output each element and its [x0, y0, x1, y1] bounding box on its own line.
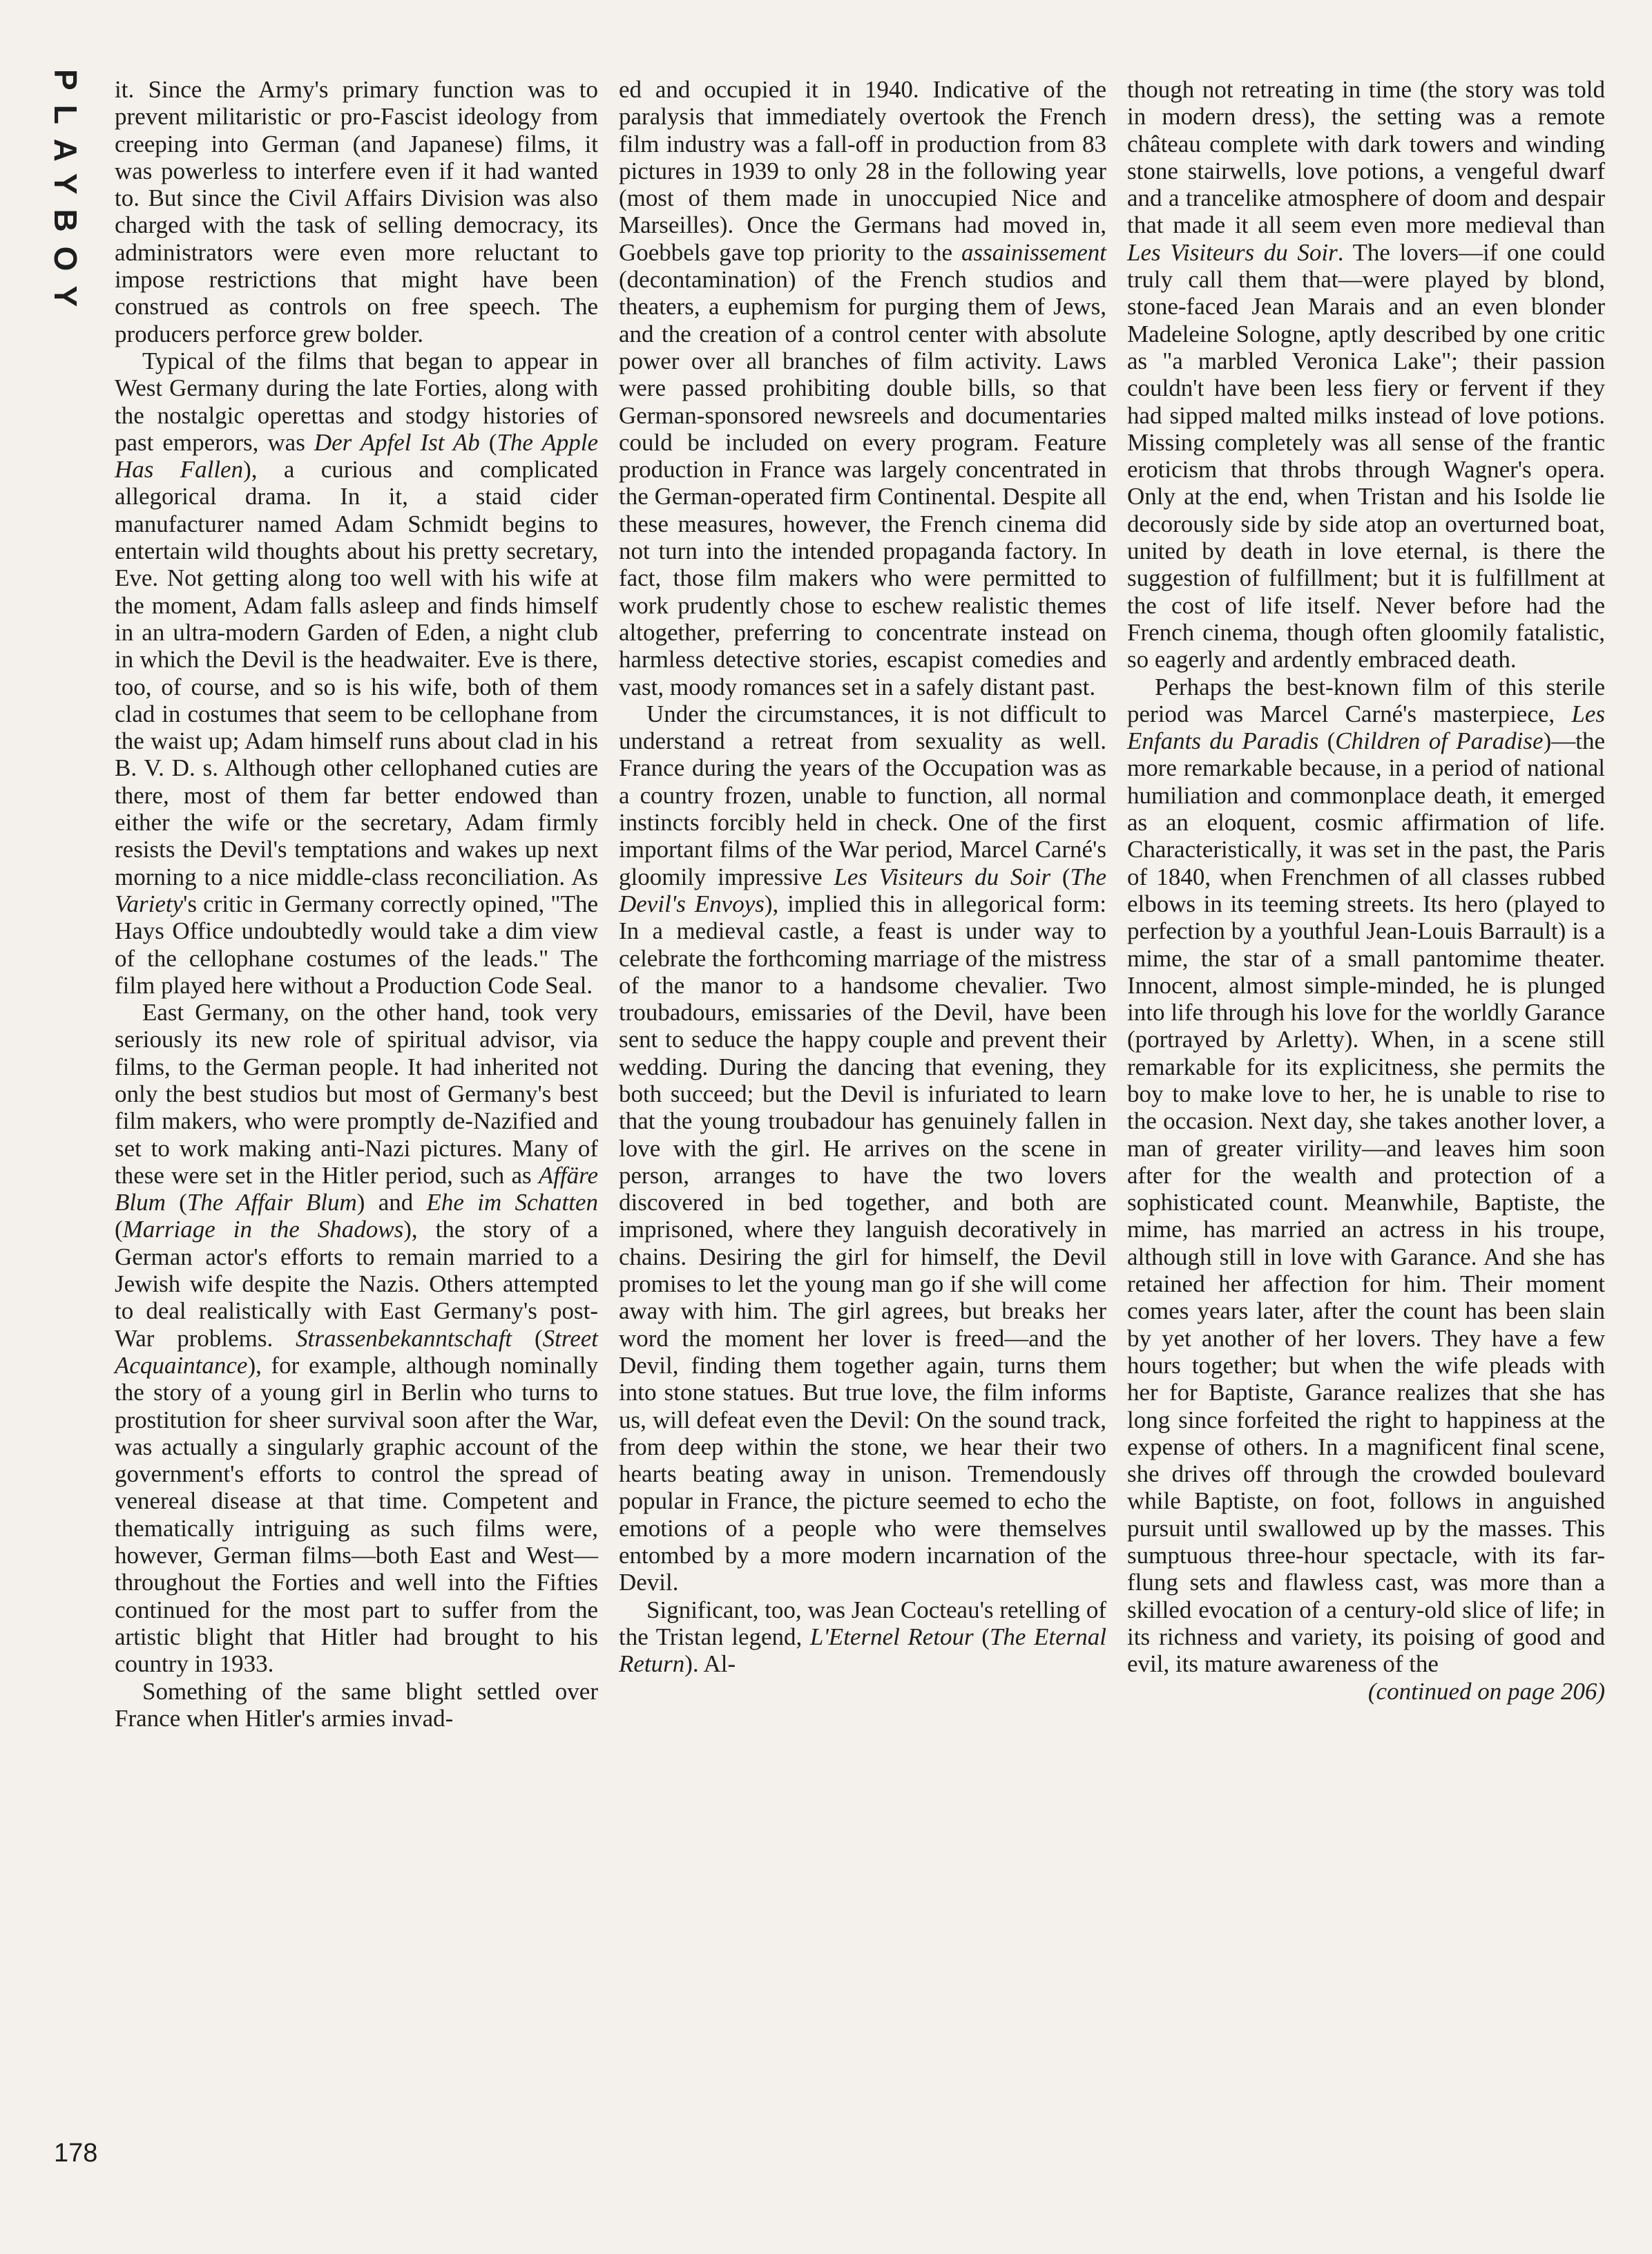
paragraph: Under the circumstances, it is not difficult to understand a retreat from sexuality as well. France during the years of the Occupation was as a country frozen, unable to function, all normal instincts forcibly held in check. One of the first important films of the War period, Marcel Carné's gloomily impressive Les Visiteurs du Soir (The Devil's Envoys), implied this in allegorical form: In a medieval castle, a feast is under way to celebrate the forthcoming marriage of the mistress of the manor to a handsome chevalier. Two troubadours, emissaries of the Devil, have been sent to seduce the happy couple and prevent their wedding. During the dancing that evening, they both succeed; but the Devil is infuriated to learn that the young troubadour has genuinely fallen in love with the girl. He arrives on the scene in person, arranges to have the two lovers discovered in bed together, and both are imprisoned, where they languish decoratively in chains. Desiring the girl for himself, the Devil promises to let the young man go if she will come away with him. The girl agrees, but breaks her word the moment her lover is freed—and the Devil, finding them together again, turns them into stone statues. But true love, the film informs us, will defeat even the Devil: On the sound track, from deep within the stone, we hear their two hearts beating away in unison. Tremendously popular in France, the picture seemed to echo the emotions of a people who were themselves entombed by a more modern incarnation of the Devil. [619, 700, 1106, 1596]
paragraph: East Germany, on the other hand, took very seriously its new role of spiritual advisor, via films, to the German people. It had inherited not only the best studios but most of Germany's best film makers, who were promptly de-Nazified and set to work making anti-Nazi pictures. Many of these were set in the Hitler period, such as Affäre Blum (The Affair Blum) and Ehe im Schatten (Marriage in the Shadows), the story of a German actor's efforts to remain married to a Jewish wife despite the Nazis. Others attempted to deal realistically with East Germany's post-War problems. Strassenbekanntschaft (Street Acquaintance), for example, although nominally the story of a young girl in Berlin who turns to prostitution for sheer survival soon after the War, was actually a singularly graphic account of the government's efforts to control the spread of venereal disease at that time. Competent and thematically intriguing as such films were, however, German films—both East and West—throughout the Forties and well into the Fifties continued for the most part to suffer from the artistic blight that Hitler had brought to his country in 1933. [115, 999, 599, 1678]
page-number: 178 [54, 2139, 98, 2168]
paragraph: Typical of the films that began to appear in West Germany during the late Forties, along with the nostalgic operettas and stodgy histories of past emperors, was Der Apfel Ist Ab (The Apple Has Fallen), a curious and complicated allegorical drama. In it, a staid cider manufacturer named Adam Schmidt begins to entertain wild thoughts about his pretty secretary, Eve. Not getting along too well with his wife at the moment, Adam falls asleep and finds himself in an ultra-modern Garden of Eden, a night club in which the Devil is the headwaiter. Eve is there, too, of course, and so is his wife, both of them clad in costumes that seem to be cellophane from the waist up; Adam himself runs about clad in his B. V. D. s. Although other cellophaned cuties are there, most of them far better endowed than either the wife or the secretary, Adam firmly resists the Devil's temptations and wakes up next morning to a nice middle-class reconciliation. As Variety's critic in Germany correctly opined, "The Hays Office undoubtedly would take a dim view of the cellophane costumes of the leads." The film played here without a Production Code Seal. [115, 347, 599, 999]
paragraph: Significant, too, was Jean Cocteau's retelling of the Tristan legend, L'Eternel Retour (The Eternal Return). Al- [619, 1596, 1107, 1678]
text-column-1 [115, 76, 598, 1732]
text-column-2 [619, 76, 1106, 1678]
text-column-3 [1127, 76, 1605, 1705]
paragraph: Perhaps the best-known film of this sterile period was Marcel Carné's masterpiece, Les Enfants du Paradis (Children of Paradise)—the more remarkable because, in a period of national humiliation and commonplace death, it emerged as an eloquent, cosmic affirmation of life. Characteristically, it was set in the past, the Paris of 1840, when Frenchmen of all classes rubbed elbows in its teeming streets. Its hero (played to perfection by a youthful Jean-Louis Barrault) is a mime, the star of a small pantomime theater. Innocent, almost simple-minded, he is plunged into life through his love for the worldly Garance (portrayed by Arletty). When, in a scene still remarkable for its explicitness, she permits the boy to make love to her, he is unable to rise to the occasion. Next day, she takes another lover, a man of greater virility—and leaves him soon after for the wealth and protection of a sophisticated count. Meanwhile, Baptiste, the mime, has married an actress in his troupe, although still in love with Garance. And she has retained her affection for him. Their moment comes years later, after the count has been slain by yet another of her lovers. They have a few hours together; but when the wife pleads with her for Baptiste, Garance realizes that she has long since forfeited the right to happiness at the expense of others. In a magnificent final scene, she drives off through the crowded boulevard while Baptiste, on foot, follows in anguished pursuit until swallowed up by the masses. This sumptuous three-hour spectacle, with its far-flung sets and flawless cast, was more than a skilled evocation of a century-old slice of life; in its richness and variety, its poising of good and evil, its mature awareness of the [1127, 673, 1605, 1678]
continuation-note: (continued on page 206) [1367, 1677, 1605, 1705]
paragraph: ed and occupied it in 1940. Indicative of the paralysis that immediately overtook the French film industry was a fall-off in production from 83 pictures in 1939 to only 28 in the following year (most of them made in unoccupied Nice and Marseilles). Once the Germans had moved in, Goebbels gave top priority to the assainissement (decontamination) of the French studios and theaters, a euphemism for purging them of Jews, and the creation of a control center with absolute power over all branches of film activity. Laws were passed prohibiting double bills, so that German-sponsored newsreels and documentaries could be included on every program. Feature production in France was largely concentrated in the German-operated firm Continental. Despite all these measures, however, the French cinema did not turn into the intended propaganda factory. In fact, those film makers who were permitted to work prudently chose to eschew realistic themes altogether, preferring to concentrate instead on harmless detective stories, escapist comedies and vast, moody romances set in a safely distant past. [619, 76, 1106, 700]
paragraph: though not retreating in time (the story was told in modern dress), the setting was a remote château complete with dark towers and winding stone stairwells, love potions, a vengeful dwarf and a trancelike atmosphere of doom and despair that made it all seem even more medieval than Les Visiteurs du Soir. The lovers—if one could truly call them that—were played by blond, stone-faced Jean Marais and an even blonder Madeleine Sologne, aptly described by one critic as "a marbled Veronica Lake"; their passion couldn't have been less fiery or fervent if they had sipped malted milks instead of love potions. Missing completely was all sense of the frantic eroticism that throbs through Wagner's opera. Only at the end, when Tristan and his Isolde lie decorously side by side atop an overturned boat, united by death in love eternal, is there the suggestion of fulfillment; but it is fulfillment at the cost of life itself. Never before had the French cinema, though often gloomily fatalistic, so eagerly and ardently embraced death. [1127, 76, 1605, 674]
paragraph: Something of the same blight settled over France when Hitler's armies invad- [115, 1677, 598, 1732]
paragraph: it. Since the Army's primary function was to prevent militaristic or pro-Fascist ideology from creeping into German (and Japanese) films, it was powerless to interfere even if it had wanted to. But since the Civil Affairs Division was also charged with the task of selling democracy, its administrators were even more reluctant to impose restrictions that might have been construed as controls on free speech. The producers perforce grew bolder. [115, 76, 598, 347]
masthead [43, 69, 84, 373]
masthead-text: PLAYBOY [48, 69, 84, 322]
